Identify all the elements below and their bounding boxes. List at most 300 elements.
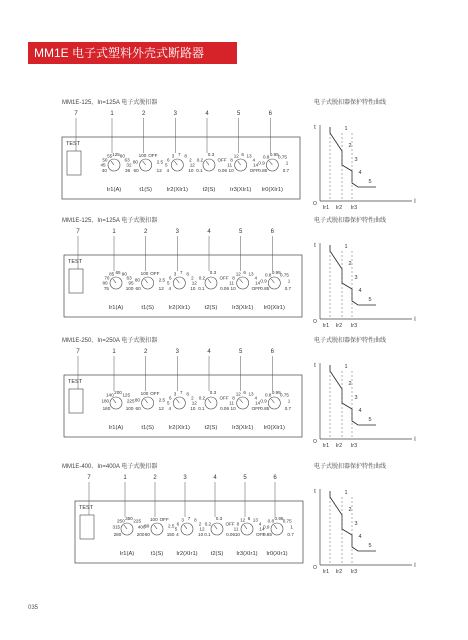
callout-number: 3: [175, 349, 180, 355]
dial-scale-value: 4: [254, 395, 258, 401]
callout-number: 3: [183, 475, 187, 481]
dial-scale-value: 10: [190, 285, 196, 291]
curve-region-number: 2: [348, 381, 352, 387]
dial-label: Ir1(A): [108, 425, 124, 431]
dial-scale-value: 10: [188, 167, 194, 173]
dial-scale-value: 350: [125, 516, 133, 521]
curve-region-number: 3: [354, 521, 358, 527]
dial-scale-value: 4: [168, 405, 172, 411]
dial-scale-value: 100: [125, 405, 134, 411]
dial-scale-value: 0.1: [204, 531, 211, 537]
dial-scale-value: 0.75: [280, 272, 289, 278]
curve-axis-label: Ir1: [322, 323, 330, 329]
test-label: TEST: [68, 259, 83, 265]
dial-scale-value: 8: [194, 517, 197, 523]
dial-scale-value: 0.9: [263, 524, 270, 530]
breaker-diagram: [0, 215, 468, 333]
dial-label: Ir2(XIr1): [166, 187, 188, 193]
curve-origin: O: [313, 439, 317, 445]
curve-region-number: 2: [348, 143, 352, 149]
dial-scale-value: 7: [180, 390, 183, 395]
dial-scale-value: 10: [198, 531, 204, 537]
callout-number: 6: [270, 229, 275, 235]
dial-scale-value: 12: [233, 153, 239, 159]
dial-scale-value: 11: [229, 280, 235, 286]
test-button[interactable]: [80, 515, 94, 539]
callout-number: 1: [112, 229, 116, 235]
dial-scale-value: 63: [126, 275, 132, 281]
dial-scale-value: 0.3: [209, 390, 217, 395]
dial-scale-value: 40: [101, 167, 107, 173]
dial-scale-value: 6: [247, 516, 251, 521]
curve-axis-label: Ir2: [335, 205, 343, 211]
dial-scale-value: 12: [199, 526, 205, 532]
curve-title: 电子式脱扣器保护特性曲线: [314, 464, 387, 470]
dial-scale-value: 0.3: [207, 152, 215, 157]
dial-scale-value: 12: [235, 391, 241, 397]
curve-t-axis: t: [314, 363, 316, 369]
curve-region-number: 2: [348, 507, 352, 513]
curve-axis-label: Ir3: [350, 323, 358, 329]
dial-scale-value: 0.75: [282, 518, 292, 524]
dial-scale-value: 10: [228, 167, 234, 173]
dial-scale-value: 1: [290, 524, 293, 530]
dial-label: Ir0(XIr1): [263, 305, 285, 311]
dial-scale-value: 11: [233, 526, 239, 532]
callout-number: 5: [238, 349, 243, 355]
dial-scale-value: 10: [234, 531, 240, 537]
dial-scale-value: 60: [135, 285, 141, 291]
curve-region-number: 5: [368, 179, 372, 185]
curve-axis-label: Ir3: [350, 443, 358, 449]
dial-scale-value: 0.06: [218, 167, 228, 173]
dial-label: t2(S): [204, 425, 218, 431]
section-label: MM1E-400、In=400A 电子式脱扣器: [62, 464, 158, 470]
dial-scale-value: 0.2: [196, 157, 204, 163]
dial-scale-value: 13: [252, 517, 258, 523]
page-title: MM1E 电子式塑料外壳式断路器: [28, 42, 237, 64]
dial-scale-value: 14: [255, 280, 261, 286]
dial-label: Ir3(XIr1): [236, 551, 258, 557]
dial-label: Ir2(XIr1): [176, 551, 198, 557]
callout-number: 4: [213, 475, 217, 481]
curve-region-number: 5: [368, 297, 372, 303]
breaker-section: [0, 461, 468, 579]
curve-title: 电子式脱扣器保护特性曲线: [314, 338, 387, 344]
curve-i-axis: I: [414, 199, 416, 205]
dial-scale-value: 13: [246, 153, 252, 159]
dial-scale-value: 6: [241, 152, 244, 157]
dial-scale-value: 0.2: [204, 521, 212, 527]
test-button[interactable]: [69, 269, 83, 293]
callout-number: 1: [110, 111, 114, 117]
dial-scale-value: 4: [258, 521, 262, 527]
page-number: 035: [28, 605, 39, 611]
dial-scale-value: 4: [166, 167, 170, 173]
dial-scale-value: 200: [114, 390, 122, 395]
dial-scale-value: 0.7: [287, 531, 294, 537]
dial-scale-value: OFF: [251, 285, 261, 291]
dial-label: Ir1(A): [106, 187, 122, 193]
dial-scale-value: 3: [171, 153, 175, 159]
dial-scale-value: 10: [190, 405, 196, 411]
callout-number: 1: [123, 475, 127, 481]
curve-axis-label: Ir1: [322, 569, 330, 575]
curve-region-number: 4: [358, 534, 362, 540]
dial-scale-value: 80: [144, 523, 150, 529]
trip-curve: [330, 127, 376, 187]
curve-i-axis: I: [414, 563, 416, 569]
dial-scale-value: 8: [184, 153, 187, 159]
dial-scale-value: 95: [128, 280, 134, 286]
dial-scale-value: 0.95: [271, 390, 281, 395]
dial-scale-value: 0.06: [226, 531, 236, 537]
callout-number: 2: [143, 229, 148, 235]
dial-scale-value: 140: [105, 392, 114, 398]
dial-scale-value: 60: [133, 167, 139, 173]
dial-scale-value: 280: [113, 531, 122, 537]
callout-number: 1: [112, 349, 116, 355]
curve-region-number: 4: [358, 408, 362, 414]
dial-label: Ir1(A): [119, 551, 135, 557]
dial-scale-value: 0.3: [215, 516, 223, 521]
dial-scale-value: 8: [236, 521, 240, 527]
dial-scale-value: 100: [150, 516, 158, 522]
dial-scale-value: 5: [165, 162, 168, 168]
dial-scale-value: 1: [287, 278, 291, 284]
dial-scale-value: 80: [132, 159, 138, 165]
curve-region-number: 3: [354, 157, 358, 163]
test-label: TEST: [68, 379, 83, 385]
callout-number: 5: [243, 475, 247, 481]
dial-scale-value: OFF: [219, 275, 229, 281]
dial-scale-value: 0.1: [196, 167, 203, 173]
curve-axis-label: Ir3: [350, 569, 358, 575]
curve-axis-label: Ir2: [335, 443, 343, 449]
dial-scale-value: 60: [119, 153, 125, 159]
dial-label: Ir3(XIr1): [230, 187, 252, 193]
dial-scale-value: 125: [112, 152, 120, 157]
dial-scale-value: 7: [178, 152, 181, 157]
dial-scale-value: 8: [232, 275, 235, 281]
curve-i-axis: I: [414, 437, 416, 443]
dial-label: Ir3(XIr1): [232, 425, 254, 431]
dial-scale-value: 6: [243, 270, 246, 275]
dial-scale-value: 4: [168, 285, 172, 291]
curve-i-axis: I: [414, 317, 416, 323]
curve-region-number: 4: [358, 170, 362, 176]
curve-axis-label: Ir3: [350, 205, 358, 211]
dial-scale-value: 180: [101, 398, 110, 404]
dial-label: t2(S): [204, 305, 218, 311]
curve-axis-label: Ir2: [335, 323, 343, 329]
test-label: TEST: [66, 141, 81, 147]
dial-scale-value: 1: [287, 398, 291, 404]
trip-curve: [330, 245, 376, 305]
callout-number: 7: [74, 111, 78, 117]
dial-scale-value: 4: [252, 157, 256, 163]
callout-number: 2: [153, 475, 157, 481]
dial-scale-value: 0.9: [258, 160, 265, 166]
dial-scale-value: 5: [174, 526, 178, 532]
dial-scale-value: 13: [248, 271, 254, 277]
dial-scale-value: 2: [191, 395, 194, 401]
dial-scale-value: 0.85: [262, 531, 272, 537]
dial-scale-value: 5: [167, 400, 170, 406]
curve-region-number: 4: [358, 288, 362, 294]
dial-scale-value: 13: [248, 391, 254, 397]
dial-scale-value: 0.3: [209, 270, 217, 275]
callout-number: 4: [207, 229, 211, 235]
dial-scale-value: 12: [191, 400, 197, 406]
dial-scale-value: 0.7: [282, 167, 290, 173]
dial-scale-value: 100: [140, 390, 149, 396]
callout-number: 4: [205, 111, 209, 117]
dial-scale-value: 65: [115, 270, 121, 275]
dial-scale-value: 8: [232, 395, 235, 401]
dial-scale-value: 250: [116, 518, 125, 524]
dial-scale-value: 70: [104, 275, 110, 281]
dial-scale-value: 60: [144, 531, 150, 537]
dial-scale-value: 315: [112, 524, 121, 530]
dial-scale-value: OFF: [251, 405, 261, 411]
dial-scale-value: OFF: [255, 531, 266, 537]
dial-scale-value: 75: [103, 285, 109, 291]
dial-label: t1(S): [150, 551, 164, 557]
dial-label: Ir0(XIr1): [261, 187, 283, 193]
dial-scale-value: 0.06: [220, 405, 230, 411]
curve-origin: O: [313, 565, 317, 571]
dial-scale-value: OFF: [249, 167, 259, 173]
dial-scale-value: 150: [166, 531, 175, 537]
dial-label: Ir2(XIr1): [168, 305, 190, 311]
dial-scale-value: 0.2: [198, 395, 206, 401]
dial-scale-value: OFF: [217, 157, 227, 163]
dial-scale-value: 2.5: [158, 397, 166, 403]
callout-number: 6: [273, 475, 277, 481]
curve-region-number: 5: [368, 417, 372, 423]
dial-label: Ir3(XIr1): [232, 305, 254, 311]
dial-scale-value: 0.8: [264, 392, 272, 398]
dial-scale-value: 14: [255, 400, 261, 406]
curve-title: 电子式脱扣器保护特性曲线: [314, 100, 387, 106]
dial-scale-value: 12: [240, 517, 246, 523]
test-button[interactable]: [69, 389, 83, 413]
dial-scale-value: 55: [107, 153, 113, 159]
callout-number: 7: [76, 349, 80, 355]
dial-scale-value: 11: [227, 162, 233, 168]
test-button[interactable]: [67, 151, 81, 175]
dial-scale-value: 8: [230, 157, 233, 163]
callout-number: 3: [175, 229, 180, 235]
dial-scale-value: 0.75: [278, 154, 287, 160]
dial-scale-value: 3: [173, 391, 177, 397]
dial-scale-value: 8: [186, 391, 189, 397]
dial-scale-value: 0.7: [284, 285, 292, 291]
dial-scale-value: 0.95: [274, 516, 284, 521]
curve-axis-label: Ir1: [322, 443, 330, 449]
curve-region-number: 1: [344, 244, 348, 250]
dial-scale-value: 2: [191, 275, 194, 281]
dial-scale-value: 6: [243, 390, 246, 395]
dial-scale-value: 3: [181, 517, 184, 523]
dial-scale-value: 12: [156, 167, 162, 173]
breaker-diagram: [0, 97, 468, 215]
dial-scale-value: 6: [168, 275, 172, 281]
curve-region-number: 3: [354, 275, 358, 281]
curve-axis-label: Ir2: [335, 569, 343, 575]
dial-scale-value: 0.75: [280, 392, 289, 398]
dial-scale-value: 0.2: [198, 275, 206, 281]
dial-scale-value: 0.85: [260, 405, 270, 411]
dial-scale-value: OFF: [148, 152, 158, 158]
dial-scale-value: OFF: [225, 521, 235, 527]
dial-scale-value: 80: [134, 277, 140, 283]
breaker-section: [0, 97, 468, 215]
dial-scale-value: 100: [140, 270, 149, 276]
dial-scale-value: 2.5: [168, 523, 175, 529]
dial-scale-value: 125: [122, 392, 131, 398]
dial-scale-value: 8: [186, 271, 189, 277]
dial-scale-value: 12: [158, 285, 164, 291]
dial-label: t2(S): [202, 187, 216, 193]
curve-region-number: 2: [348, 261, 352, 267]
callout-number: 5: [238, 229, 243, 235]
dial-scale-value: 2.5: [158, 277, 166, 283]
dial-scale-value: 2.5: [156, 159, 164, 165]
dial-scale-value: 80: [102, 280, 108, 286]
dial-scale-value: 63: [124, 157, 130, 163]
dial-label: t2(S): [210, 551, 224, 557]
dial-scale-value: 11: [229, 400, 235, 406]
dial-scale-value: 60: [135, 405, 141, 411]
dial-scale-value: 160: [102, 405, 111, 411]
dial-scale-value: 0.7: [284, 405, 292, 411]
curve-region-number: 1: [344, 364, 348, 370]
dial-scale-value: 0.85: [258, 167, 268, 173]
dial-scale-value: 0.95: [271, 270, 281, 275]
dial-scale-value: OFF: [150, 270, 160, 276]
dial-scale-value: 0.8: [267, 518, 275, 524]
curve-region-number: 5: [368, 543, 372, 549]
dial-scale-value: 6: [168, 395, 172, 401]
dial-scale-value: 0.9: [260, 398, 267, 404]
dial-scale-value: 0.06: [220, 285, 230, 291]
breaker-diagram: [0, 461, 468, 579]
callout-number: 6: [270, 349, 275, 355]
dial-scale-value: 100: [138, 152, 147, 158]
test-label: TEST: [79, 505, 94, 511]
dial-scale-value: 10: [230, 285, 236, 291]
callout-number: 2: [143, 349, 148, 355]
dial-scale-value: 1: [285, 160, 289, 166]
curve-region-number: 1: [344, 490, 348, 496]
dial-scale-value: 0.95: [269, 152, 279, 157]
dial-scale-value: 0.1: [198, 405, 205, 411]
dial-scale-value: 200: [136, 531, 145, 537]
dial-scale-value: 12: [235, 271, 241, 277]
dial-scale-value: 90: [121, 271, 127, 277]
dial-scale-value: 12: [158, 405, 164, 411]
dial-scale-value: 7: [180, 270, 183, 275]
dial-scale-value: 4: [254, 275, 258, 281]
breaker-diagram: [0, 335, 468, 453]
dial-scale-value: OFF: [150, 390, 160, 396]
trip-curve: [330, 491, 376, 551]
dial-label: t1(S): [141, 425, 154, 431]
curve-region-number: 3: [354, 395, 358, 401]
curve-t-axis: t: [314, 243, 316, 249]
curve-origin: O: [313, 319, 317, 325]
dial-scale-value: 12: [191, 280, 197, 286]
section-label: MM1E-125、In=125A 电子式脱扣器: [62, 100, 158, 106]
breaker-section: [0, 335, 468, 453]
dial-scale-value: 3: [173, 271, 177, 277]
dial-scale-value: 0.9: [260, 278, 267, 284]
dial-scale-value: 50: [102, 157, 108, 163]
dial-label: Ir1(A): [108, 305, 124, 311]
dial-scale-value: 2: [198, 521, 202, 527]
curve-title: 电子式脱扣器保护特性曲线: [314, 218, 387, 224]
dial-label: Ir0(XIr1): [263, 425, 285, 431]
dial-scale-value: 0.8: [262, 154, 270, 160]
curve-t-axis: t: [314, 489, 316, 495]
dial-scale-value: 6: [166, 157, 170, 163]
callout-number: 6: [268, 111, 273, 117]
dial-scale-value: 100: [125, 285, 134, 291]
curve-t-axis: t: [314, 125, 316, 131]
dial-scale-value: 10: [230, 405, 236, 411]
dial-scale-value: 0.8: [264, 272, 272, 278]
curve-origin: O: [313, 201, 317, 207]
dial-label: t1(S): [139, 187, 152, 193]
dial-scale-value: 0.1: [198, 285, 205, 291]
dial-scale-value: 225: [126, 398, 135, 404]
callout-number: 3: [173, 111, 178, 117]
dial-scale-value: 85: [109, 271, 115, 277]
callout-number: 5: [236, 111, 241, 117]
dial-scale-value: 7: [187, 516, 191, 521]
trip-curve: [330, 365, 376, 425]
dial-label: t1(S): [141, 305, 154, 311]
dial-scale-value: 80: [134, 397, 140, 403]
dial-scale-value: 36: [125, 167, 131, 173]
dial-scale-value: 14: [253, 162, 259, 168]
dial-scale-value: 2: [189, 157, 192, 163]
dial-label: Ir2(XIr1): [168, 425, 190, 431]
breaker-section: [0, 215, 468, 333]
dial-scale-value: 12: [189, 162, 195, 168]
callout-number: 4: [207, 349, 211, 355]
callout-number: 7: [76, 229, 80, 235]
dial-scale-value: 5: [167, 280, 170, 286]
dial-scale-value: 0.85: [260, 285, 270, 291]
dial-scale-value: 4: [176, 531, 179, 537]
dial-scale-value: 32: [126, 162, 132, 168]
section-label: MM1E-250、In=250A 电子式脱扣器: [62, 338, 158, 344]
curve-region-number: 1: [344, 126, 348, 132]
callout-number: 7: [87, 475, 91, 481]
dial-scale-value: OFF: [219, 395, 229, 401]
dial-scale-value: OFF: [159, 516, 169, 522]
dial-label: Ir0(XIr1): [266, 551, 288, 557]
section-label: MM1E-125、In=125A 电子式脱扣器: [62, 218, 158, 224]
callout-number: 2: [141, 111, 146, 117]
dial-scale-value: 14: [259, 526, 265, 532]
dial-scale-value: 6: [176, 521, 180, 527]
dial-scale-value: 400: [137, 524, 146, 530]
curve-axis-label: Ir1: [322, 205, 330, 211]
